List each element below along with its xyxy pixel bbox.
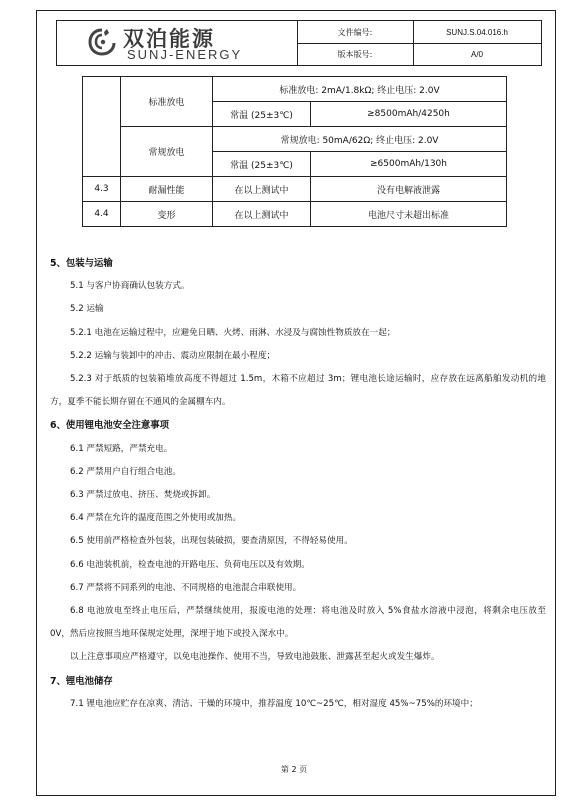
item-number-cell: 4.4 [83, 202, 121, 227]
page-number: 第 2 页 [280, 765, 308, 774]
clause-text: 5.2.2 运输与装卸中的冲击、震动应限制在最小程度； [70, 350, 276, 361]
clause-text: 5.1 与客户协商确认包装方式。 [70, 281, 190, 292]
version-label: 版本版号: [297, 43, 414, 65]
doc-number-row [297, 21, 541, 44]
table-row [83, 177, 507, 202]
condition-cell: 在以上测试中 [213, 177, 311, 202]
doc-number-label: 文件编号: [297, 21, 414, 43]
clause-text: 6.4 严禁在允许的温度范围之外使用或加热。 [70, 513, 242, 524]
document-header [56, 20, 542, 66]
table-row [83, 127, 507, 152]
logo-swirl-icon [87, 27, 117, 57]
section-heading: 6、使用锂电池安全注意事项 [50, 420, 170, 432]
item-name-cell: 耐漏性能 [121, 177, 213, 202]
logo-english-text: SUNJ-ENERGY [127, 47, 243, 62]
result-cell: 电池尺寸未超出标准 [311, 202, 507, 227]
result-cell: 没有电解液泄露 [311, 177, 507, 202]
spec-cell: 标准放电: 2mA/1.8kΩ; 终止电压: 2.0V [213, 77, 507, 102]
section-heading: 5、包装与运输 [50, 258, 113, 269]
clause-text: 6.2 严禁用户自行组合电池。 [70, 466, 181, 477]
clause-text: 6.3 严禁过放电、挤压、焚烧或拆卸。 [70, 490, 216, 501]
document-body [50, 252, 546, 716]
clause-text: 5.2.3 对于纸质的包装箱堆放高度不得超过 1.5m，木箱不应超过 3m；锂电池长途运输时，应存放在远离船舶发动机的地方，夏季不能长期存留在不通风的金属棚车内。 [50, 374, 546, 408]
result-cell: ≥8500mAh/4250h [311, 102, 507, 127]
logo-chinese-text: 双泊能源 [123, 27, 215, 51]
item-number-cell: 4.3 [83, 177, 121, 202]
clause-text: 6.6 电池装机前，检查电池的开路电压、负荷电压以及有效期。 [70, 559, 310, 570]
company-logo [57, 21, 298, 65]
version-value: A/0 [470, 49, 483, 59]
group-cell: 标准放电 [121, 77, 213, 127]
spec-table [82, 76, 507, 227]
table-row [83, 202, 507, 227]
merged-number-cell [83, 77, 121, 177]
doc-number-value: SUNJ.S.04.016.h [446, 27, 508, 37]
clause-text: 5.2 运输 [70, 304, 104, 315]
clause-text: 6.7 严禁将不同系列的电池、不同规格的电池混合串联使用。 [70, 582, 302, 593]
clause-text: 5.2.1 电池在运输过程中，应避免日晒、火烤、雨淋、水浸及与腐蚀性物质放在一起； [70, 327, 396, 338]
section-heading: 7、锂电池储存 [50, 675, 113, 687]
item-name-cell: 变形 [121, 202, 213, 227]
version-row [297, 43, 541, 65]
clause-text: 6.5 使用前严格检查外包装，出现包装破损，要查清原因，不得轻易使用。 [70, 536, 353, 547]
clause-text: 7.1 锂电池应贮存在凉爽、清洁、干燥的环境中，推荐温度 10℃~25℃，相对湿度 45%~75%的环境中； [70, 698, 478, 709]
result-cell: ≥6500mAh/130h [311, 152, 507, 177]
table-row [83, 77, 507, 102]
clause-text: 6.8 电池放电至终止电压后，严禁继续使用，报废电池的处理：将电池及时放入 5%食盐水溶液中浸泡，将剩余电压放至 0V，然后应按照当地环保规定处理，深埋于地下或投入深水中。 [50, 606, 546, 640]
clause-text: 6.1 严禁短路，严禁充电。 [70, 443, 173, 454]
condition-cell: 常温 (25±3℃) [213, 152, 311, 177]
group-cell: 常规放电 [121, 127, 213, 177]
spec-cell: 常规放电: 50mA/62Ω; 终止电压: 2.0V [213, 127, 507, 152]
condition-cell: 在以上测试中 [213, 202, 311, 227]
condition-cell: 常温 (25±3℃) [213, 102, 311, 127]
clause-text: 以上注意事项应严格遵守，以免电池操作、使用不当，导致电池鼓胀、泄露甚至起火或发生爆炸。 [70, 652, 440, 663]
